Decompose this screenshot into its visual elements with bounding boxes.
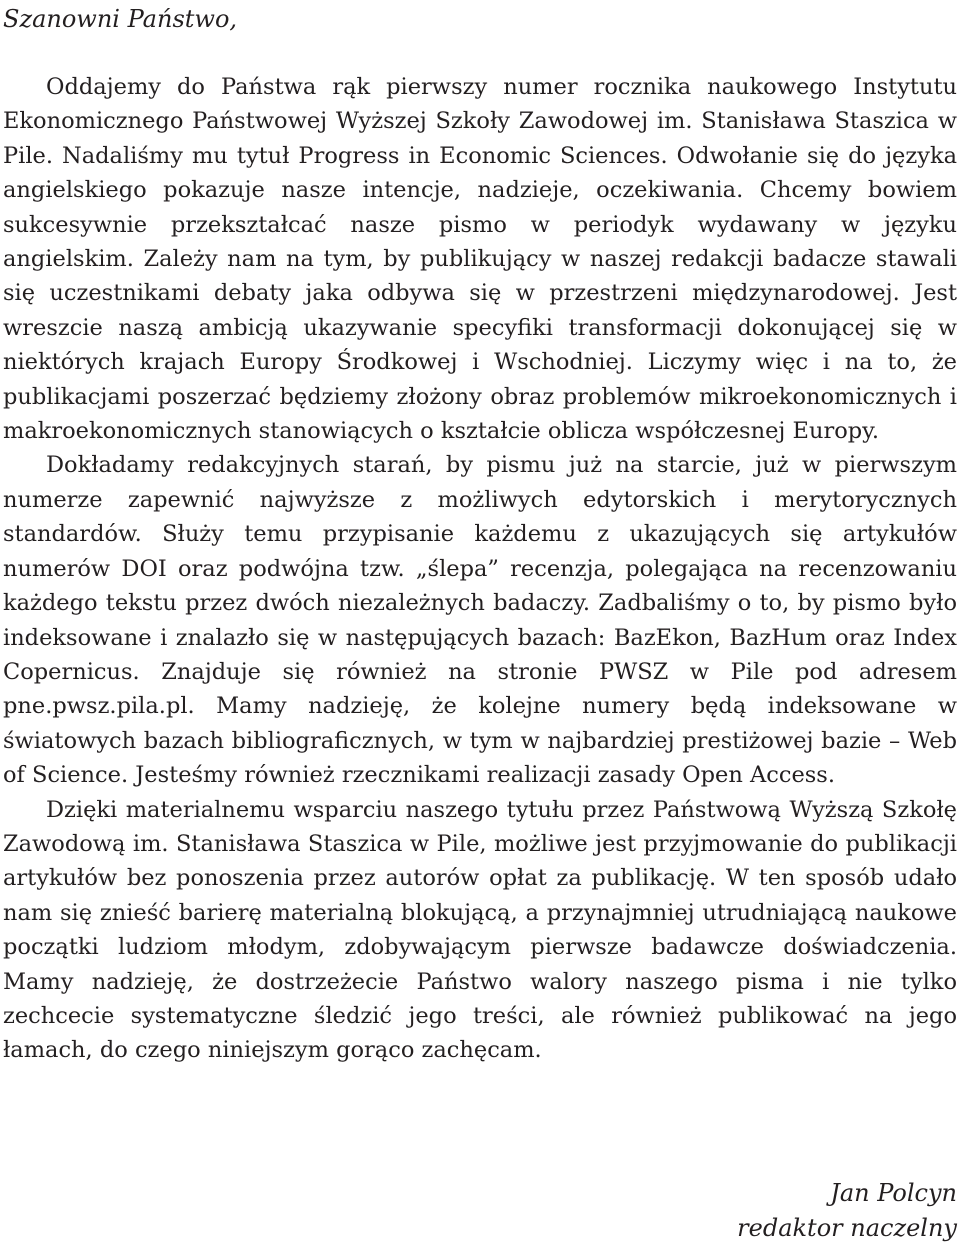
paragraph-introduction: Oddajemy do Państwa rąk pierwszy numer rocznika naukowego Instytutu Ekonomicznego Państwowej Wyższej Szkoły Zawodowej im. Stanisława Staszica w Pile. Nadaliśmy mu tytuł Progress in Economic Sciences. Odwołanie się do języka angielskiego pokazuje nasze intencje, nadzieje, oczekiwania. Chcemy bowiem sukcesywnie przekształcać nasze pismo w periodyk wydawany w języku angielskim. Zależy nam na tym, by publikujący w naszej redakcji badacze stawali się uczestnikami debaty jaka odbywa się w przestrzeni międzynarodowej. Jest wreszcie naszą ambicją ukazywanie specyfiki transformacji dokonującej się w niektórych krajach Europy Środkowej i Wschodniej. Liczymy więc i na to, że publikacjami poszerzać będziemy złożony obraz problemów mikroekonomicznych i makroekonomicznych stanowiących o kształcie oblicza współczesnej Europy. [3, 74, 957, 445]
signature-name: Jan Polcyn [830, 1179, 957, 1207]
paragraph-financial-support: Dzięki materialnemu wsparciu naszego tytułu przez Państwową Wyższą Szkołę Zawodową im. Stanisława Staszica w Pile, możliwe jest przyjmowanie do publikacji artykułów bez ponoszenia przez autorów opłat za publikację. W ten sposób udało nam się znieść barierę materialną blokującą, a przynajmniej utrudniającą naukowe początki ludziom młodym, zdobywającym pierwsze badawcze doświadczenia. Mamy nadzieję, że dostrzeżecie Państwo walory naszego pisma i nie tylko zechcecie systematyczne śledzić jego treści, ale również publikować na jego łamach, do czego niniejszym gorąco zachęcam. [3, 796, 957, 1064]
paragraph-editorial-standards: Dokładamy redakcyjnych starań, by pismu już na starcie, już w pierwszym numerze zapewnić najwyższe z możliwych edytorskich i merytorycznych standardów. Służy temu przypisanie każdemu z ukazujących się artykułów numerów DOI oraz podwójna tzw. „ślepa” recenzja, polegająca na recenzowaniu każdego tekstu przez dwóch niezależnych badaczy. Zadbaliśmy o to, by pismo było indeksowane i znalazło się w następujących bazach: BazEkon, BazHum oraz Index Copernicus. Znajduje się również na stronie PWSZ w Pile pod adresem pne.pwsz.pila.pl. Mamy nadzieję, że kolejne numery będą indeksowane w światowych bazach bibliograficznych, w tym w najbardziej prestiżowej bazie – Web of Science. Jesteśmy również rzecznikami realizacji zasady Open Access. [3, 452, 957, 789]
signature-block [737, 1176, 957, 1246]
letter-page [3, 0, 957, 1068]
letter-body [3, 70, 957, 1068]
salutation: Szanowni Państwo, [3, 5, 238, 33]
signature-role: redaktor naczelny [737, 1214, 957, 1242]
